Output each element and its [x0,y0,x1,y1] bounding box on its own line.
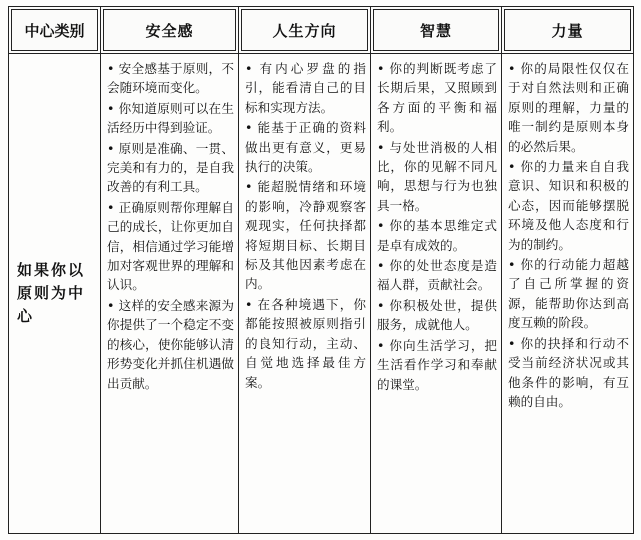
table-row [9,54,634,534]
security-item-4: • 正确原则帮你理解自己的成长，让你更加自信，相信通过学习能增加对客观世界的理解和认识。 [107,199,234,293]
wisdom-item-2: • 与处世消极的人相比，你的见解不同凡响，思想与行为也独具一格。 [377,139,497,213]
life-direction-item-4: • 在各种境遇下，你都能按照被原则指引的良知行动，主动、自觉地选择最佳方案。 [245,296,366,390]
category-cell: 如果你以原则为中心 [9,54,101,534]
life-direction-cell [239,54,371,534]
life-direction-item-3: • 能超脱情绪和环境的影响，冷静观察客观现实，任何抉择都将短期目标、长期目标及其他因素考虑在内。 [245,179,366,292]
life-direction-item-1: • 有内心罗盘的指引，能看清自己的目标和实现方法。 [245,61,366,115]
header-security: 安全感 [101,7,239,54]
power-item-3: • 你的行动能力超越了自己所掌握的资源，能帮助你达到高度互赖的阶段。 [508,257,629,331]
power-item-4: • 你的抉择和行动不受当前经济状况或其他条件的影响，有互赖的自由。 [508,335,629,409]
header-life-direction: 人生方向 [239,7,371,54]
header-power: 力量 [502,7,634,54]
header-category: 中心类别 [9,7,101,54]
wisdom-cell [371,54,502,534]
wisdom-item-6: • 你向生活学习，把生活看作学习和奉献的课堂。 [377,337,497,392]
security-cell [101,54,239,534]
wisdom-item-3: • 你的基本思维定式是卓有成效的。 [377,218,497,253]
header-row [9,7,634,54]
comparison-table [8,6,634,534]
life-direction-item-2: • 能基于正确的资料做出更有意义，更易执行的决策。 [245,120,366,175]
wisdom-item-1: • 你的判断既考虑了长期后果，又照顾到各方面的平衡和福利。 [377,61,497,135]
wisdom-item-5: • 你积极处世，提供服务，成就他人。 [377,297,497,333]
power-item-2: • 你的力量来自自我意识、知识和积极的心态，因而能够摆脱环境及他人态度和行为的制约。 [508,159,629,252]
security-item-2: • 你知道原则可以在生活经历中得到验证。 [107,100,234,136]
security-item-1: • 安全感基于原则，不会随环境而变化。 [107,61,234,96]
header-wisdom: 智慧 [371,7,502,54]
security-item-5: • 这样的安全感来源为你提供了一个稳定不变的核心，使你能够认清形势变化并抓住机遇做出贡献。 [107,297,234,391]
power-cell [502,54,634,534]
security-item-3: • 原则是准确、一贯、完美和有力的，是自我改善的有利工具。 [107,140,234,195]
power-item-1: • 你的局限性仅仅在于对自然法则和正确原则的理解，力量的唯一制约是原则本身的必然后果。 [508,61,629,154]
wisdom-item-4: • 你的处世态度是造福人群，贡献社会。 [377,258,497,293]
